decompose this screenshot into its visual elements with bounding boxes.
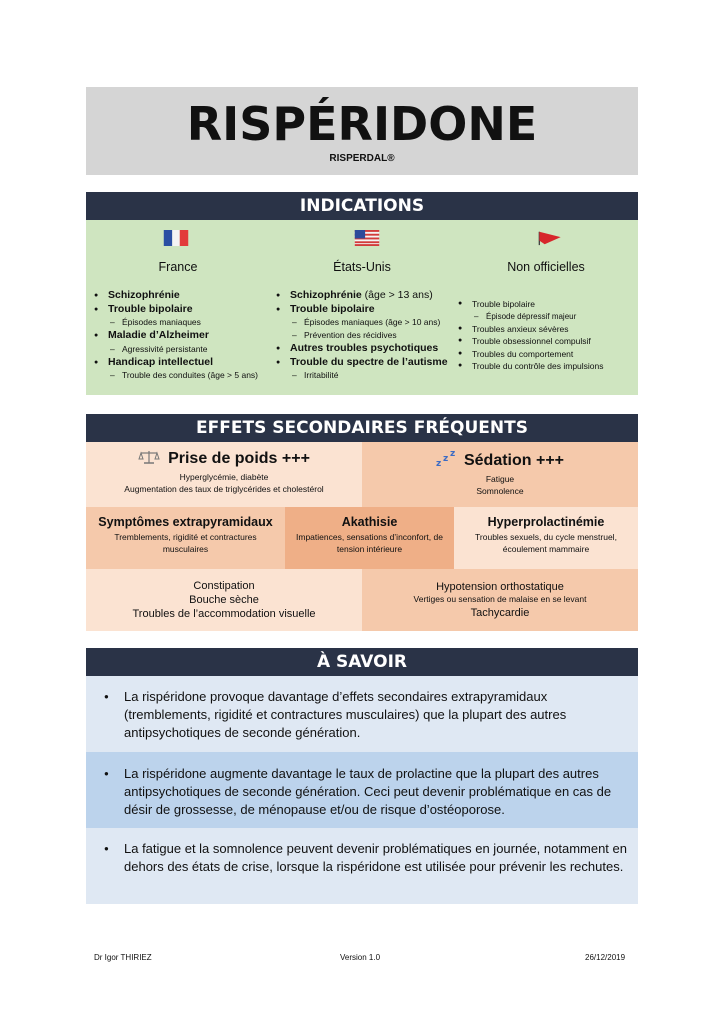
list-item: ● Trouble du spectre de l’autisme – Irritabilité [276,356,456,383]
usa-list [276,289,456,382]
bullet-icon: ● [104,769,109,778]
effect-line: Tachycardie [470,606,530,619]
effect-extrapyramidal [86,507,285,569]
indications-panel [86,220,638,395]
effect-detail: écoulement mammaire [502,543,590,554]
effect-title: Prise de poids +++ [86,449,362,468]
page-title: RISPÉRIDONE [186,97,538,151]
usa-flag-icon [354,230,380,246]
effect-line: Constipation [193,580,255,592]
effect-weight-gain [86,442,362,507]
effect-detail: Tremblements, rigidité et contractures [114,532,257,542]
a-savoir-item-2 [86,752,638,828]
list-item: ● Handicap intellectuel – Trouble des conduites (âge > 5 ans) [94,356,270,383]
svg-text:z: z [442,454,449,464]
sub-item: – Épisodes maniaques [108,316,270,329]
effect-detail: Hyperglycémie, diabète [179,472,269,482]
effect-detail: Somnolence [476,485,524,496]
list-item: ● Trouble bipolaire – Épisode dépressif majeur [458,298,638,323]
column-title-unofficial: Non officielles [507,260,585,274]
effect-detail: tension intérieure [336,543,403,554]
sub-item: – Agressivité persistante [108,343,270,356]
france-list [94,289,270,382]
effect-line: Bouche sèche [189,594,259,606]
list-item: ● Trouble bipolaire – Épisodes maniaques [94,303,270,330]
effect-detail: Impatiences, sensations d’inconfort, de [296,532,443,542]
sub-item: – Épisode dépressif majeur [472,311,638,323]
bullet-icon: ● [104,844,109,853]
bullet-icon: ● [104,692,109,701]
side-effects-header: EFFETS SECONDAIRES FRÉQUENTS [86,414,638,442]
sub-item: – Épisodes maniaques (âge > 10 ans) [290,316,456,329]
footer-author: Dr Igor THIRIEZ [94,953,152,962]
sub-item: – Trouble des conduites (âge > 5 ans) [108,369,270,382]
footer-date: 26/12/2019 [585,953,626,962]
scale-icon [138,449,160,465]
effect-title: Hypotension orthostatique [436,581,564,593]
sub-item: – Irritabilité [290,369,456,382]
effect-hypotension [362,569,638,631]
list-item: ● La fatigue et la somnolence peuvent devenir problématiques en journée, notamment en dehors des états de crise, lorsque la rispéridone est utilisée pour prévenir les rechutes. [104,841,627,874]
effect-title: Symptômes extrapyramidaux [98,515,273,529]
a-savoir-item-3 [86,828,638,904]
title-block [86,87,638,175]
list-item: ● La rispéridone augmente davantage le taux de prolactine que la plupart des autres antipsychotiques de seconde génération. Ceci peut devenir problématique en cas de désir de grossesse, de ménopause et/ou de risque d’ostéoporose. [104,766,612,817]
effect-line: Troubles de l’accommodation visuelle [132,608,316,620]
list-item: ● Trouble obsessionnel compulsif [458,335,638,348]
effect-detail: Troubles sexuels, du cycle menstruel, [475,532,617,542]
red-flag-icon [536,230,564,246]
effect-title: Hyperprolactinémie [487,515,605,529]
svg-text:z: z [449,449,456,459]
france-flag-icon [163,230,189,246]
a-savoir-item-1 [86,676,638,752]
effect-title: z z z Sédation +++ [435,449,565,469]
list-item: ● Trouble du contrôle des impulsions [458,360,638,373]
list-item: ● Troubles anxieux sévères [458,323,638,336]
effect-title: Akathisie [341,515,398,529]
column-title-usa: États-Unis [333,260,391,274]
indications-france-column [86,220,270,395]
sub-item: – Prévention des récidives [290,329,456,342]
list-item: ● Maladie d’Alzheimer – Agressivité persistante [94,329,270,356]
indications-unofficial-column [454,220,638,395]
svg-text:z: z [435,459,442,467]
effect-hyperprolactinemia [454,507,638,569]
indications-header: INDICATIONS [86,192,638,220]
footer-version: Version 1.0 [340,953,381,962]
list-item: ● Troubles du comportement [458,348,638,361]
column-title-france: France [158,260,198,274]
list-item: ● Autres troubles psychotiques [276,342,456,356]
effect-detail: Fatigue [485,474,515,484]
list-item: ● Schizophrénie [94,289,270,303]
effect-detail: Vertiges ou sensation de malaise en se levant [413,594,587,604]
unofficial-list [458,298,638,373]
list-item: ● La rispéridone provoque davantage d’effets secondaires extrapyramidaux (tremblements, rigidité et contractures musculaires) que la plupart des autres antipsychotiques de seconde génération. [104,689,567,740]
effect-akathisia [285,507,454,569]
effect-sedation [362,442,638,507]
effect-misc [86,569,362,631]
sleep-zzz-icon [436,449,458,467]
effect-detail: musculaires [162,543,209,554]
effect-detail: Augmentation des taux de triglycérides et cholestérol [124,483,324,494]
brand-name: RISPERDAL® [329,153,395,164]
list-item: ● Schizophrénie (âge > 13 ans) [276,289,456,303]
a-savoir-header: À SAVOIR [86,648,638,676]
list-item: ● Trouble bipolaire – Épisodes maniaques (âge > 10 ans) – Prévention des récidives [276,303,456,343]
indications-usa-column [270,220,454,395]
